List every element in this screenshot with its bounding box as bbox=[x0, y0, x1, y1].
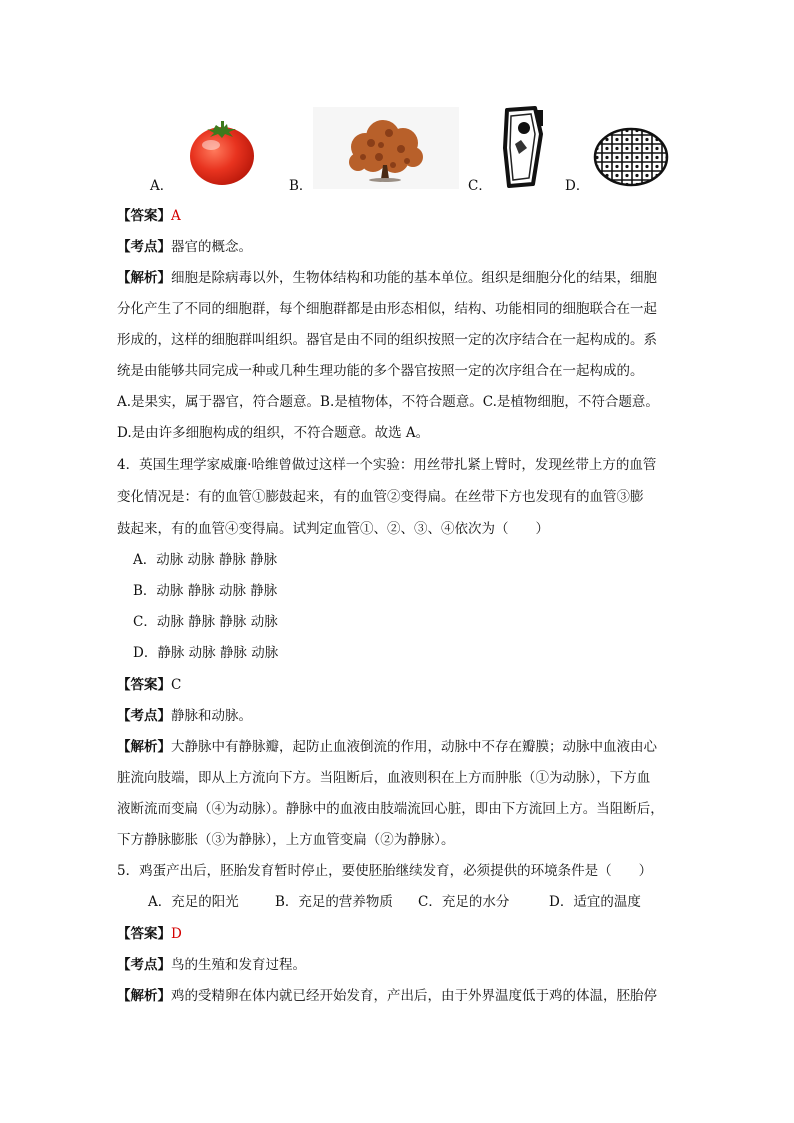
image-option-d-letter: D． bbox=[565, 178, 590, 194]
topic-text: 鸟的生殖和发育过程。 bbox=[171, 957, 306, 973]
answer-tag: 【答案】 bbox=[117, 926, 171, 942]
topic-text: 器官的概念。 bbox=[171, 239, 252, 255]
q4-topic-line bbox=[117, 706, 252, 726]
topic-tag: 【考点】 bbox=[117, 239, 171, 255]
answer-value: A bbox=[171, 208, 181, 224]
q4-stem-line-1: 4．英国生理学家威廉·哈维曾做过这样一个实验：用丝带扎紧上臂时，发现丝带上方的血管 bbox=[117, 457, 657, 473]
tree-icon bbox=[313, 107, 459, 189]
q5-topic-line bbox=[117, 955, 306, 975]
q5-option-c: C．充足的水分 bbox=[418, 894, 510, 910]
q4-analysis-line-2: 脏流向肢端，即从上方流向下方。当阻断后，血液则积在上方而肿胀（①为动脉），下方血 bbox=[117, 770, 651, 786]
q5-option-b: B．充足的营养物质 bbox=[275, 894, 393, 910]
q3-analysis-line-1 bbox=[117, 268, 657, 288]
topic-tag: 【考点】 bbox=[117, 957, 171, 973]
q4-option-a: A．动脉 动脉 静脉 静脉 bbox=[133, 552, 278, 568]
q3-analysis-line-3: 形成的，这样的细胞群叫组织。器官是由不同的组织按照一定的次序结合在一起构成的。系 bbox=[117, 332, 657, 348]
image-option-a-letter: A． bbox=[150, 178, 174, 194]
q4-answer-line bbox=[117, 675, 181, 695]
q4-stem-line-2: 变化情况是：有的血管①膨鼓起来，有的血管②变得扁。在丝带下方也发现有的血管③膨 bbox=[117, 489, 644, 505]
tissue-icon bbox=[592, 126, 670, 188]
q5-stem: 5．鸡蛋产出后，胚胎发育暂时停止，要使胚胎继续发育，必须提供的环境条件是（ ） bbox=[117, 863, 653, 879]
q4-analysis-line-1 bbox=[117, 737, 657, 757]
q3-topic-line bbox=[117, 237, 252, 257]
q3-analysis-line-5: A.是果实，属于器官，符合题意。B.是植物体，不符合题意。C.是植物细胞，不符合题意。 bbox=[117, 394, 659, 410]
q4-analysis-line-4: 下方静脉膨胀（③为静脉），上方血管变扁（②为静脉）。 bbox=[117, 832, 455, 848]
q3-analysis-line-4: 统是由能够共同完成一种或几种生理功能的多个器官按照一定的次序组合在一起构成的。 bbox=[117, 363, 644, 379]
topic-tag: 【考点】 bbox=[117, 708, 171, 724]
answer-tag: 【答案】 bbox=[117, 677, 171, 693]
q5-option-a: A．充足的阳光 bbox=[148, 894, 239, 910]
q3-analysis-line-6: D.是由许多细胞构成的组织，不符合题意。故选 A。 bbox=[117, 425, 430, 441]
analysis-tag: 【解析】 bbox=[117, 988, 171, 1004]
answer-value: C bbox=[171, 677, 182, 693]
plant-cell-icon bbox=[497, 104, 549, 190]
answer-tag: 【答案】 bbox=[117, 208, 171, 224]
q4-option-c: C．动脉 静脉 静脉 动脉 bbox=[133, 614, 278, 630]
q4-option-b: B．动脉 静脉 动脉 静脉 bbox=[133, 583, 278, 599]
q3-analysis-line-2: 分化产生了不同的细胞群，每个细胞群都是由形态相似，结构、功能相同的细胞联合在一起 bbox=[117, 301, 657, 317]
analysis-tag: 【解析】 bbox=[117, 270, 171, 286]
analysis-tag: 【解析】 bbox=[117, 739, 171, 755]
q5-answer-line bbox=[117, 924, 182, 944]
tomato-icon bbox=[183, 113, 261, 191]
analysis-text: 鸡的受精卵在体内就已经开始发育，产出后，由于外界温度低于鸡的体温，胚胎停 bbox=[171, 988, 657, 1004]
analysis-text: 细胞是除病毒以外，生物体结构和功能的基本单位。组织是细胞分化的结果，细胞 bbox=[171, 270, 657, 286]
q5-analysis-line-1 bbox=[117, 986, 657, 1006]
topic-text: 静脉和动脉。 bbox=[171, 708, 252, 724]
q4-analysis-line-3: 液断流而变扁（④为动脉）。静脉中的血液由肢端流回心脏，即由下方流回上方。当阻断后， bbox=[117, 801, 664, 817]
answer-value: D bbox=[171, 926, 182, 942]
q3-answer-line bbox=[117, 206, 181, 226]
analysis-text: 大静脉中有静脉瓣，起防止血液倒流的作用，动脉中不存在瓣膜；动脉中血液由心 bbox=[171, 739, 657, 755]
image-option-b-letter: B． bbox=[289, 178, 313, 194]
q5-option-d: D．适宜的温度 bbox=[549, 894, 641, 910]
q4-option-d: D．静脉 动脉 静脉 动脉 bbox=[133, 645, 279, 661]
q4-stem-line-3: 鼓起来，有的血管④变得扁。试判定血管①、②、③、④依次为（ ） bbox=[117, 521, 549, 537]
image-option-c-letter: C． bbox=[468, 178, 492, 194]
